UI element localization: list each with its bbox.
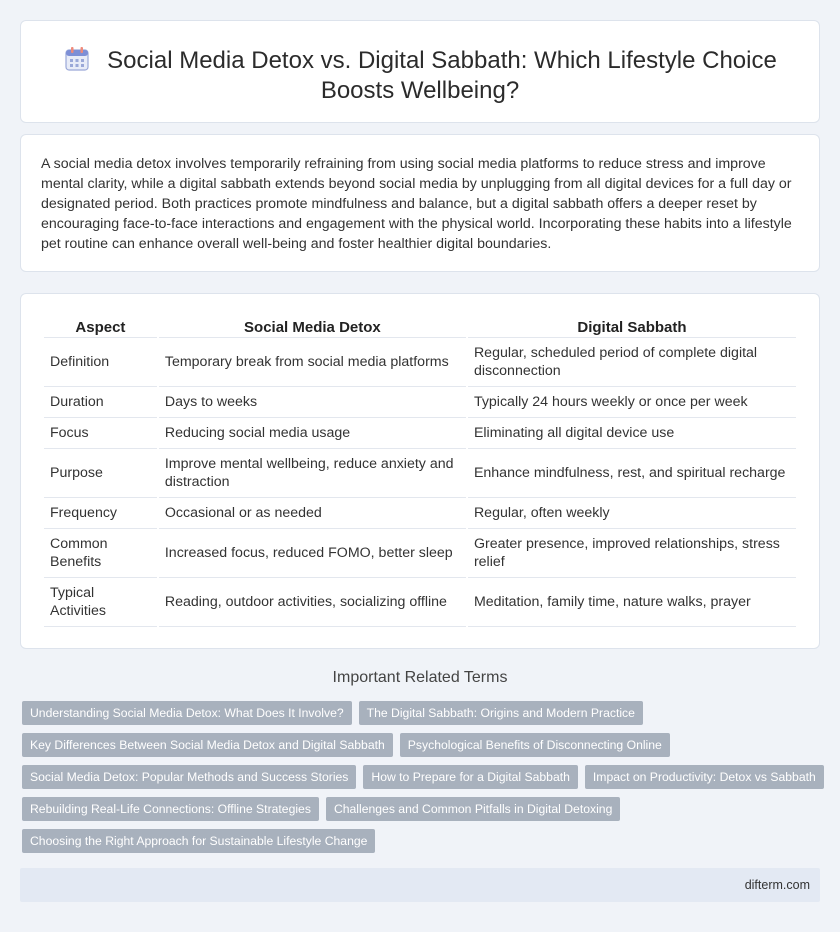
related-term-tag[interactable]: Challenges and Common Pitfalls in Digital Detoxing — [326, 797, 620, 821]
table-row — [44, 449, 796, 498]
page-title: Social Media Detox vs. Digital Sabbath: Which Lifestyle Choice Boosts Wellbeing? — [107, 47, 777, 104]
column-header-social-media-detox: Social Media Detox — [159, 314, 466, 338]
header-card — [20, 20, 820, 123]
row-sabbath-value: Meditation, family time, nature walks, prayer — [468, 578, 796, 627]
row-detox-value: Improve mental wellbeing, reduce anxiety and distraction — [159, 449, 466, 498]
row-sabbath-value: Greater presence, improved relationships, stress relief — [468, 529, 796, 578]
related-terms-heading: Important Related Terms — [332, 669, 508, 686]
row-detox-value: Occasional or as needed — [159, 498, 466, 529]
table-row — [44, 529, 796, 578]
related-term-tag[interactable]: Impact on Productivity: Detox vs Sabbath — [585, 765, 824, 789]
related-term-tag[interactable]: The Digital Sabbath: Origins and Modern Practice — [359, 701, 643, 725]
comparison-card — [20, 293, 820, 649]
row-aspect: Purpose — [44, 449, 157, 498]
related-term-tag[interactable]: Choosing the Right Approach for Sustainable Lifestyle Change — [22, 829, 375, 853]
table-row — [44, 578, 796, 627]
related-term-tag[interactable]: Rebuilding Real-Life Connections: Offline Strategies — [22, 797, 319, 821]
row-aspect: Common Benefits — [44, 529, 157, 578]
row-aspect: Frequency — [44, 498, 157, 529]
site-link[interactable]: difterm.com — [744, 878, 810, 892]
comparison-table — [42, 314, 798, 627]
row-detox-value: Reading, outdoor activities, socializing offline — [159, 578, 466, 627]
row-sabbath-value: Regular, scheduled period of complete digital disconnection — [468, 338, 796, 387]
column-header-digital-sabbath: Digital Sabbath — [468, 314, 796, 338]
intro-paragraph: A social media detox involves temporarily refraining from using social media platforms to reduce stress and improve mental clarity, while a digital sabbath extends beyond social media by unplugging from all digital devices for a full day or designated period. Both practices promote mindfulness and balance, but a digital sabbath offers a deeper reset by encouraging face-to-face interactions and engagement with the physical world. Incorporating these habits into a lifestyle pet routine can enhance overall well-being and foster healthier digital boundaries. — [41, 156, 792, 252]
table-row — [44, 338, 796, 387]
related-term-tag[interactable]: Psychological Benefits of Disconnecting Online — [400, 733, 670, 757]
related-terms-list — [22, 701, 822, 861]
related-term-tag[interactable]: Understanding Social Media Detox: What Does It Involve? — [22, 701, 352, 725]
intro-card — [20, 134, 820, 272]
row-detox-value: Increased focus, reduced FOMO, better sleep — [159, 529, 466, 578]
row-detox-value: Reducing social media usage — [159, 418, 466, 449]
related-term-tag[interactable]: Social Media Detox: Popular Methods and Success Stories — [22, 765, 356, 789]
footer-bar — [20, 868, 820, 902]
calendar-icon — [63, 45, 91, 73]
table-row — [44, 387, 796, 418]
related-term-tag[interactable]: How to Prepare for a Digital Sabbath — [363, 765, 578, 789]
row-sabbath-value: Eliminating all digital device use — [468, 418, 796, 449]
row-aspect: Duration — [44, 387, 157, 418]
row-sabbath-value: Regular, often weekly — [468, 498, 796, 529]
page-title-wrap — [61, 45, 779, 106]
row-sabbath-value: Enhance mindfulness, rest, and spiritual recharge — [468, 449, 796, 498]
related-term-tag[interactable]: Key Differences Between Social Media Detox and Digital Sabbath — [22, 733, 393, 757]
row-detox-value: Days to weeks — [159, 387, 466, 418]
row-aspect: Typical Activities — [44, 578, 157, 627]
table-row — [44, 498, 796, 529]
row-aspect: Definition — [44, 338, 157, 387]
row-sabbath-value: Typically 24 hours weekly or once per week — [468, 387, 796, 418]
row-aspect: Focus — [44, 418, 157, 449]
column-header-aspect: Aspect — [44, 314, 157, 338]
table-header-row — [44, 314, 796, 338]
table-row — [44, 418, 796, 449]
row-detox-value: Temporary break from social media platforms — [159, 338, 466, 387]
